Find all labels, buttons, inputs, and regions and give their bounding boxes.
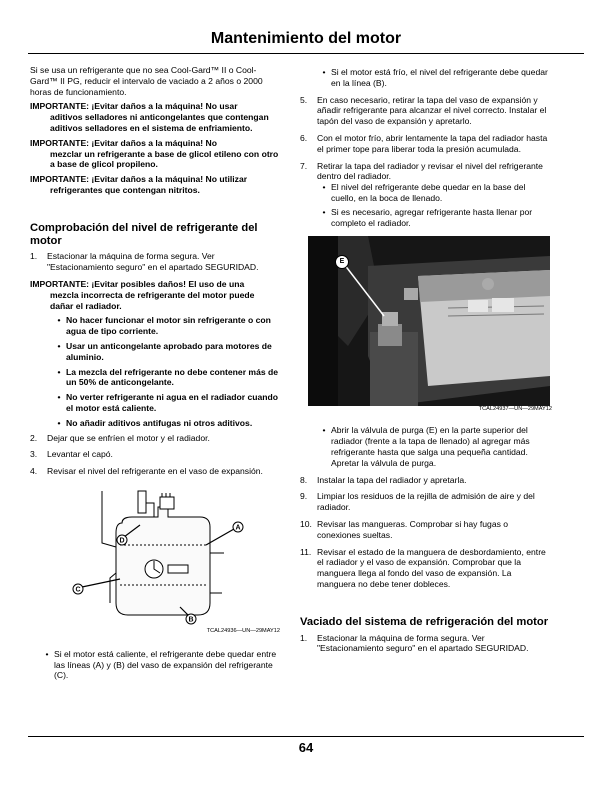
step-text: Instalar la tapa del radiador y apretarla. [317, 474, 467, 485]
page-title: Mantenimiento del motor [210, 30, 402, 47]
callout-b-label: B [188, 616, 194, 624]
step-item [30, 433, 280, 444]
list-item: • Usar un anticongelante aprobado para motores de aluminio. [52, 341, 280, 363]
callout-e-label: E [339, 258, 345, 266]
important-body: mezclar un refrigerante a base de glicol etileno con otro a base de glicol propileno. [50, 148, 279, 170]
bullet-text: Si es necesario, agregar refrigerante hasta llenar por completo el radiador. [331, 206, 533, 228]
step-text: Dejar que se enfríen el motor y el radiador. [47, 432, 210, 443]
list-item: • Si el motor está caliente, el refrigerante debe quedar entre las líneas (A) y (B) del vaso de expansión del refrigerante (C). [30, 649, 280, 681]
step-text: Levantar el capó. [47, 449, 113, 460]
step-text: Retirar la tapa del radiador y revisar el nivel del refrigerante dentro del radiador. [317, 160, 543, 182]
step7-bullets [300, 182, 552, 228]
page-number: 64 [298, 740, 314, 755]
header-rule [28, 53, 584, 54]
step-number: 2. [30, 432, 38, 443]
step-number: 1. [300, 632, 308, 643]
list-item: • No verter refrigerante ni agua en el radiador cuando el motor está caliente. [57, 392, 279, 413]
right-column [300, 67, 552, 660]
step-number: 3. [30, 449, 38, 460]
bullet-text: No añadir aditivos antifugas ni otros aditivos. [66, 417, 253, 428]
step-item [300, 491, 552, 513]
step-item [300, 475, 552, 486]
important-head: IMPORTANTE: ¡Evitar daños a la máquina! No [30, 137, 218, 148]
list-item: • El nivel del refrigerante debe quedar en la base del cuello, en la boca de llenado. [317, 182, 552, 204]
step-item [30, 449, 280, 460]
step-text: Revisar el estado de la manguera de desbordamiento, entre el radiador y el vaso de expansión. Comprobar que la manguera llega al fondo del vaso de expansión. La manguera no debe tener dobleces. [317, 546, 546, 589]
bullet-text: No verter refrigerante ni agua en el radiador cuando el motor está caliente. [66, 392, 279, 413]
section-title-check-level: Comprobación del nivel de refrigerante del motor [30, 221, 258, 247]
important-notice-4 [30, 279, 280, 311]
important-body: aditivos selladores ni anticongelantes que contengan aditivos selladores en el sistema de enfriamiento. [50, 112, 269, 133]
step-text: Con el motor frío, abrir lentamente la tapa del radiador hasta el primer tope para liberar toda la presión acumulada. [317, 132, 548, 154]
list-item: • No añadir aditivos antifugas ni otros aditivos. [52, 418, 280, 429]
bullet-text: La mezcla del refrigerante no debe contener más de un 50% de anticongelante. [66, 366, 279, 388]
step-item [30, 251, 280, 273]
step-text: Revisar el nivel del refrigerante en el vaso de expansión. [47, 466, 263, 477]
footer-rule [28, 736, 584, 737]
step-item [300, 133, 552, 155]
list-item: • Si el motor está frío, el nivel del refrigerante debe quedar en la línea (B). [300, 67, 552, 89]
important-head: IMPORTANTE: ¡Evitar daños a la máquina! No usar [30, 101, 238, 112]
step-text: Estacionar la máquina de forma segura. Ver "Estacionamiento seguro" en el apartado SEGURIDAD. [47, 251, 259, 273]
step-number: 7. [300, 160, 308, 171]
list-item: • No hacer funcionar el motor sin refrigerante o con agua de tipo corriente. [52, 315, 280, 337]
list-item: • Si es necesario, agregar refrigerante hasta llenar por completo el radiador. [317, 207, 552, 229]
step-number: 6. [300, 132, 308, 143]
step-text: En caso necesario, retirar la tapa del vaso de expansión y añadir refrigerante para alcanzar el nivel correcto. Instalar el tapón del vaso de expansión y apretarlo. [317, 94, 547, 127]
callout-a-label: A [235, 524, 241, 532]
callout-d-label: D [119, 537, 125, 545]
left-column [30, 65, 280, 684]
bullet-text: No hacer funcionar el motor sin refrigerante o con agua de tipo corriente. [66, 315, 271, 337]
bullet-text: El nivel del refrigerante debe quedar en la base del cuello, en la boca de llenado. [331, 182, 526, 203]
list-item: • Abrir la válvula de purga (E) en la parte superior del radiador (frente a la tapa de llenado) al agregar más refrigerante hasta que salga una pequeña cantidad. Apretar la válvula de purga. [300, 425, 552, 468]
figure-caption: TCAL24936—UN—29MAY12 [206, 627, 280, 634]
step-number: 8. [300, 474, 308, 485]
photo-caption: TCAL24937—UN—29MAY12 [478, 406, 552, 413]
expansion-tank-diagram [50, 483, 280, 625]
important-notice-3 [30, 174, 280, 196]
important-body: refrigerantes que contengan nitritos. [50, 184, 200, 195]
important-notice-1 [30, 101, 280, 133]
important-body: mezcla incorrecta de refrigerante del motor puede dañar el radiador. [50, 289, 255, 311]
important-notice-2 [30, 138, 280, 170]
radiator-photo [308, 236, 550, 406]
step-item [30, 466, 280, 477]
step-item [300, 95, 552, 127]
important-head: IMPORTANTE: ¡Evitar daños a la máquina! No utilizar [30, 174, 248, 185]
step-item [300, 547, 552, 590]
section-title-drain: Vaciado del sistema de refrigeración del motor [300, 615, 549, 628]
step-number: 4. [30, 466, 38, 477]
bullet-text: Si el motor está frío, el nivel del refrigerante debe quedar en la línea (B). [331, 67, 548, 88]
callout-c-label: C [75, 586, 81, 594]
step-number: 11. [300, 546, 312, 557]
intro-paragraph: Si se usa un refrigerante que no sea Cool-Gard™ II o Cool-Gard™ II PG, reducir el intervalo de vaciado a 2 años o 2000 horas de funcionamiento. [30, 65, 263, 97]
step-item [300, 519, 552, 541]
step-number: 5. [300, 94, 308, 105]
step-text: Estacionar la máquina de forma segura. Ver "Estacionamiento seguro" en el apartado SEGURIDAD. [317, 632, 529, 654]
bullet-text: Usar un anticongelante aprobado para motores de aluminio. [66, 340, 272, 362]
step-text: Limpiar los residuos de la rejilla de admisión de aire y del radiador. [317, 491, 535, 513]
step-item [300, 633, 552, 655]
bullet-text: Abrir la válvula de purga (E) en la parte superior del radiador (frente a la tapa de llenado) al agregar más refrigerante hasta que salga una pequeña cantidad. Apretar la válvula de purga. [331, 425, 530, 468]
step-text: Revisar las mangueras. Comprobar si hay fugas o conexiones sueltas. [317, 518, 509, 540]
bullet-text: Si el motor está caliente, el refrigerante debe quedar entre las líneas (A) y (B) del vaso de expansión del refrigerante (C). [54, 648, 277, 681]
step-number: 1. [30, 251, 38, 262]
step-item [300, 161, 552, 183]
warning-bullet-list [30, 315, 280, 428]
step-number: 10. [300, 518, 312, 529]
important-head: IMPORTANTE: ¡Evitar posibles daños! El uso de una [30, 278, 245, 289]
list-item: • La mezcla del refrigerante no debe contener más de un 50% de anticongelante. [57, 366, 279, 388]
step-number: 9. [300, 491, 308, 502]
